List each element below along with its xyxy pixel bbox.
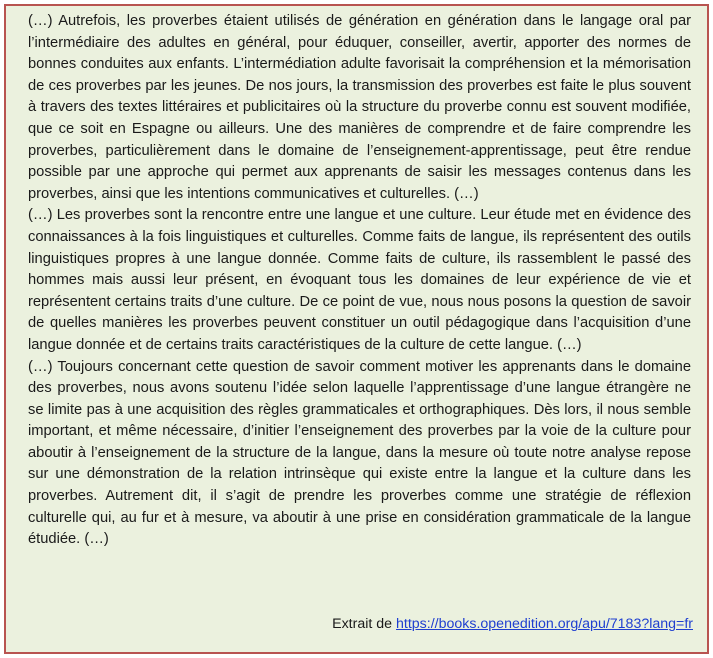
source-link[interactable]: https://books.openedition.org/apu/7183?lang=fr <box>396 616 693 633</box>
source-citation <box>332 614 693 636</box>
excerpt-paragraph-3: (…) Toujours concernant cette question de savoir comment motiver les apprenants dans le domaine des proverbes, nous avons soutenu l’idée selon laquelle l’apprentissage d’une langue étrangère ne se limite pas à une acquisition des règles grammaticales et orthographiques. Dès lors, il nous semble important, et même nécessaire, d’initier l’enseignement des proverbes par la voie de la culture pour aboutir à l’enseignement de la structure de la langue, dans la mesure où toute notre analyse repose sur une démonstration de la relation intrinsèque qui existe entre la langue et la culture dans les proverbes. Autrement dit, il s’agit de prendre les proverbes comme une stratégie de réflexion culturelle qui, au fur et à mesure, va aboutir à une prise en considération grammaticale de la langue étudiée. (…) <box>28 358 691 548</box>
excerpt-paragraph-2: (…) Les proverbes sont la rencontre entre une langue et une culture. Leur étude met en évidence des connaissances à la fois linguistiques et culturelles. Comme faits de langue, ils représentent des outils linguistiques propres à une langue donnée. Comme faits de culture, ils rassemblent le passé des hommes mais aussi leur présent, en évoquant tous les domaines de leur expérience de vie et représentent certains traits d’une culture. De ce point de vue, nous nous posons la question de savoir de quelles manières les proverbes peuvent constituer un outil pédagogique dans l’acquisition d’une langue donnée et de certains traits caractéristiques de la culture de cette langue. (…) <box>28 207 691 353</box>
excerpt-box <box>4 4 709 654</box>
excerpt-paragraph-1: (…) Autrefois, les proverbes étaient utilisés de génération en génération dans le langage oral par l’intermédiaire des adultes en général, pour éduquer, conseiller, avertir, apporter des normes de bonnes conduites aux enfants. L’intermédiation adulte favorisait la compréhension et la mémorisation de ces proverbes par les jeunes. De nos jours, la transmission des proverbes est faite le plus souvent à travers des textes littéraires et publicitaires où la structure du proverbe connu est souvent modifiée, que ce soit en Espagne ou ailleurs. Une des manières de comprendre et de faire comprendre les proverbes, particulièrement dans le domaine de l’enseignement-apprentissage, peut être rendue possible par une approche qui permet aux apprenants de saisir les messages contenus dans les proverbes, ainsi que les intentions communicatives et culturelles. (…) <box>28 13 691 202</box>
source-prefix: Extrait de <box>332 616 393 633</box>
